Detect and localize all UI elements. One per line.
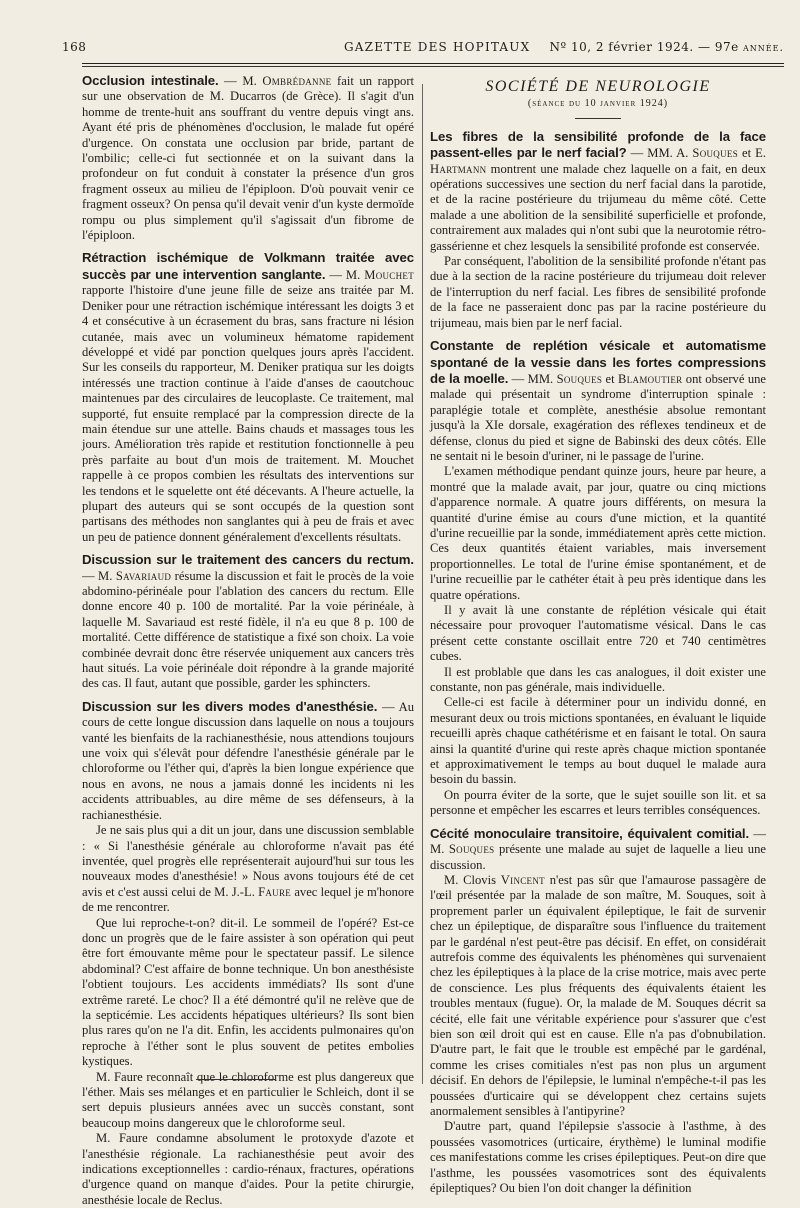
column-divider (422, 84, 423, 1084)
article-volkmann (82, 250, 414, 545)
left-column (82, 73, 414, 1208)
issue-annee: année. (743, 41, 784, 54)
article-text: fait un rapport sur une observation de M. Ducarros (de Grèce). Il s'agit d'un homme de trente-huit ans souffrant du ventre depuis vingt ans. Ayant été pris de phénomènes d'occlusion, le malade fut opéré d'urgence. On constata une occlusion par bride, partant de l'ombilic; celle-ci fut sectionnée et on la suivant dans la profondeur on fut conduit à constater la présence d'un gros fragment osseux au milieu de l'épiploon. D'où pouvait venir ce fragment osseux? On pensa qu'il devait venir d'un kyste dermoïde rompu ou plus simplement qu'il s'agissait d'un fibrome de l'épiploon. (82, 74, 415, 243)
author-name: Blamoutier (618, 371, 683, 386)
author-name: Souques (448, 842, 495, 857)
society-title: SOCIÉTÉ DE NEUROLOGIE (485, 78, 711, 95)
article-lead: — MM. (508, 371, 557, 386)
article-paragraph (430, 129, 766, 254)
article-lead: — M. (325, 267, 365, 282)
article-paragraph: Celle-ci est facile à déterminer pour un individu donné, en mesurant deux ou trois mictions spontanées, en évaluant le liquide recueilli après chaque cathétérisme et en faisant le total. On saura ainsi la quantité d'urine qui reste après chaque miction spontanée et approximativement le temps au bout duquel le malade aura besoin du bassin. (430, 695, 766, 787)
article-text: avec lequel je m'honore de me rencontrer. (82, 884, 414, 915)
article-heading: Les fibres de la sensibilité profonde de la face passent-elles par le nerf facial? (430, 128, 766, 161)
article-heading: Rétraction ischémique de Volkmann traitée avec succès par une intervention sanglante. (82, 250, 414, 282)
article-text: montrent une malade chez laquelle on a fait, en deux opérations successives une section du nerf facial dans la parotide, et de la racine postérieure du trijumeau du même côté. Cette malade a une abolition de la sensibilité superficielle et profonde, contrairement aux malades qui n'ont subi que la neurotomie rétro-gassérienne et chez lesquels la sensibilité profonde est conservée. (430, 161, 766, 253)
article-paragraph (430, 338, 766, 464)
article-heading: Discussion sur le traitement des cancers du rectum. (82, 552, 414, 568)
author-name: Ombrédanne (262, 74, 332, 88)
article-lead: — M. (82, 568, 116, 583)
author-name: Faure (258, 884, 292, 899)
article-text: n'est pas sûr que l'amaurose passagère de l'œil présentée par la malade de son maître, M. Souques, soit à proprement parler un équivalent épileptique, le fait de survenir chez un épileptique, de disparaître sous l'influence du traitement par le gardénal n'est peut-être pas décisif. En effet, on considérait autrefois comme des équivalents les phénomènes qui survenaient chez les épileptiques à la place de la crise motrice, mais avec perte de conscience. Les plus fréquents des équivalents étaient les troubles mentaux (fugue). Or, la malade de M. Souques décrit sa cécité, elle fait une véritable expérience pour s'assurer que c'est bien son œil droit qui est en cause. Elle n'a pas d'obnubilation. D'autre part, le fait que le trouble est empêché par le gardénal, comme les crises comitiales n'est pas non plus un argument décisif. En dehors de l'épilepsie, le luminal n'empêche-t-il pas les poussées d'urticaire qui se développent chez certains sujets anormalement sensibles à l'antipyrine? (430, 872, 766, 1118)
article-paragraph: L'examen méthodique pendant quinze jours, heure par heure, a montré que la malade avait, par jour, quatre ou cinq mictions d'apparence normale. A quatre jours différents, on mesura la quantité d'urine émise au cours d'une miction, et la quantité d'urine recueillie par la sonde, immédiatement après cette miction. Ces deux quantités étaient variables, mais inversement proportionnelles. Le total de l'urine émise spontanément, et de l'urine recueillie par le cathéter était à peu près identique dans les quatre opérations. (430, 464, 766, 602)
article-lead: — MM. A. (626, 146, 693, 161)
section-rule (575, 118, 621, 119)
article-heading: Occlusion intestinale. (82, 73, 219, 88)
article-heading: Constante de replétion vésicale et automatisme spontané de la vessie dans les fortes compressions de la moelle. (430, 338, 766, 386)
article-paragraph (82, 552, 414, 692)
article-heading: Discussion sur les divers modes d'anesthésie. (82, 698, 378, 714)
issue-info: Nº 10, 2 février 1924. — 97e (549, 40, 739, 54)
article-paragraph: Par conséquent, l'abolition de la sensibilité profonde n'étant pas due à la section de la racine postérieure du trijumeau doit relever de l'interruption du nerf facial. Les fibres de sensibilité profonde de la face ne passeraient donc pas par la racine postérieure du trijumeau, mais bien par le nerf facial. (430, 254, 766, 330)
seance-date: (séance du 10 janvier 1924) (527, 98, 669, 110)
right-column (430, 73, 766, 1196)
article-lead: et (602, 371, 619, 386)
article-paragraph (430, 826, 766, 873)
author-name: Hartmann (430, 161, 487, 176)
article-paragraph: On pourra éviter de la sorte, que le sujet souille son lit. et sa personne et empêcher les escarres et leurs terribles conséquences. (430, 787, 766, 818)
article-text: résume la discussion et fait le procès de la voie abdomino-périnéale pour l'ablation des cancers du rectum. Elle donne encore 40 p. 100 de mortalité. Par la voie périnéale, à laquelle M. Savariaud est resté fidèle, il n'a eu que 8 p. 100 de mortalité. Cette différence de statistique a fixé son choix. La voie combinée devrait donc être réservée uniquement aux cancers très haut situés. La voie périnéale doit répondre à la grande majorité des cas. Il faut, autant que possible, garder les sphincters. (82, 568, 414, 691)
article-cancer-rectum (82, 552, 414, 692)
journal-title: GAZETTE DES HOPITAUX (344, 40, 531, 54)
article-paragraph: M. Faure reconnaît que le chloroforme est plus dangereux que l'éther. Mais ses mélanges et en particulier le Schleich, dont il se sert depuis plusieurs années avec un succès constant, sont beaucoup moins dangereux que le chloroforme seul. (82, 1069, 414, 1130)
article-paragraph: Il est problable que dans les cas analogues, il doit exister une constante, non pas générale, mais individuelle. (430, 664, 766, 695)
header-rule-thick (82, 63, 784, 64)
article-occlusion (82, 73, 414, 243)
page-header (62, 40, 784, 56)
article-repletion-vesicale (430, 338, 766, 819)
article-cecite-monoculaire (430, 826, 766, 1197)
issue-date (549, 40, 784, 54)
article-lead: — M. (218, 74, 263, 88)
article-paragraph (82, 73, 414, 243)
article-paragraph: Il y avait là une constante de réplétion vésicale qui était nécessaire pour provoquer l'automatisme vésical. Dans le cas présent cette constante oscillait entre 720 et 740 centimètres cubes. (430, 603, 766, 664)
article-paragraph: Que lui reproche-t-on? dit-il. Le sommeil de l'opéré? Est-ce donc un progrès que de le faire assister à son opération qui peut être fort émouvante même pour le spectateur passif. Le silence abdominal? C'est affaire de bonne technique. Un bon anesthésiste l'obtient toujours. Les accidents immédiats? Ils sont d'une extrême rareté. Le choc? Il a été démontré qu'il ne relève que de la septicémie. Les accidents hépatiques ultérieurs? Ils sont bien plus rares qu'on ne l'a dit. Enfin, les accidents pulmonaires qu'on reproche à l'éther sont le plus souvent de petites embolies kystiques. (82, 915, 414, 1069)
article-text: ont observé une malade qui présentait un syndrome d'interruption spinale : paraplégie totale et complète, anesthésie absolue remontant jusqu'à la XIe dorsale, exagération des réflexes tendineux et de défense, clonus du pied et signe de Babinski des deux côtés. Elle ne sentait ni le besoin d'uriner, ni le passage de l'urine. (430, 371, 766, 463)
article-text: rapporte l'histoire d'une jeune fille de seize ans traitée par M. Deniker pour une rétraction ischémique intéressant les doigts 3 et 4 et consécutive à un écrasement du bras, sans fracture ni lésion cutanée, mais avec un volumineux hématome rapidement développé et vidé par ponction quelques jours après l'accident. Sur les conseils du rapporteur, M. Deniker pratiqua sur les doigts intéressés une traction continue à l'aide d'anses de caoutchouc maintenues par des circulaires de leucoplaste. Ce traitement, mal supporté, fut ensuite remplacé par la compression directe de la main étendue sur une attelle. Bains chauds et massages tous les jours. Amélioration très rapide et restitution fonctionnelle à peu près parfaite au bout d'un mois de traitement. M. Mouchet rappelle à ce propos combien les résultats des interventions sur les tendons et le squelette ont été décevants. A l'heure actuelle, la plupart des auteurs qui se sont occupés de la question sont partisans des méthodes non sanglantes qui à peu de frais et avec un peu de patience donnent généralement d'excellents résultats. (82, 283, 414, 544)
author-name: Mouchet (364, 267, 414, 282)
article-text: Je ne sais plus qui a dit un jour, dans une discussion semblable : « Si l'anesthésie générale au chloroforme n'avait pas été inventée, quel progrès elle représenterait aujourd'hui sur tous les nouveaux modes d'anesthésie! » Nous avons toujours été de cet avis et c'est aussi celui de M. J.-L. (82, 823, 414, 899)
article-paragraph (82, 823, 414, 915)
article-paragraph: D'autre part, quand l'épilepsie s'associe à l'asthme, à des poussées vasomotrices (urticaire, érythème) le luminal modifie ces manifestations comme les crises épileptiques. Peut-on dire que l'asthme, les poussées vasomotrices sont des équivalents épileptiques? Ou bien l'on doit changer la définition (430, 1119, 766, 1196)
author-name: Savariaud (115, 568, 172, 583)
article-anesthesie (82, 699, 414, 1208)
author-name: Souques (556, 371, 603, 386)
article-paragraph (430, 873, 766, 1120)
article-heading: Cécité monoculaire transitoire, équivalent comitial. (430, 825, 750, 841)
article-text: M. Clovis (444, 872, 501, 887)
header-rule-thin (82, 66, 784, 67)
article-lead: — M. (430, 826, 766, 857)
article-paragraph (82, 250, 414, 545)
closing-rule (196, 1079, 276, 1080)
author-name: Souques (692, 146, 739, 161)
author-name: Vincent (500, 872, 545, 887)
article-text: — Au cours de cette longue discussion dans laquelle on nous a toujours vanté les bienfaits de la rachianesthésie, nous attendions toujours une voix qui s'élevât pour défendre l'anesthésie générale par le chloroforme ou l'éther qui, d'après la bien longue expérience que nous en avons, ne nous a jamais donné les incidents ni les accidents attribuables, au dire même de ses défenseurs, à la rachianesthésie. (82, 699, 414, 822)
article-sensibilite-profonde (430, 129, 766, 331)
page-number: 168 (62, 40, 87, 54)
article-paragraph: M. Faure condamne absolument le protoxyde d'azote et l'anesthésie régionale. La rachianesthésie peut avoir des indications exceptionnelles : cardio-rénaux, fractures, opérations d'urgence quand on manque d'aides. Pour la petite chirurgie, anesthésie locale de Reclus. (82, 1131, 414, 1207)
article-text: présente une malade au sujet de laquelle a lieu une discussion. (430, 842, 766, 872)
article-paragraph (82, 699, 414, 823)
article-lead: et E. (738, 146, 766, 161)
